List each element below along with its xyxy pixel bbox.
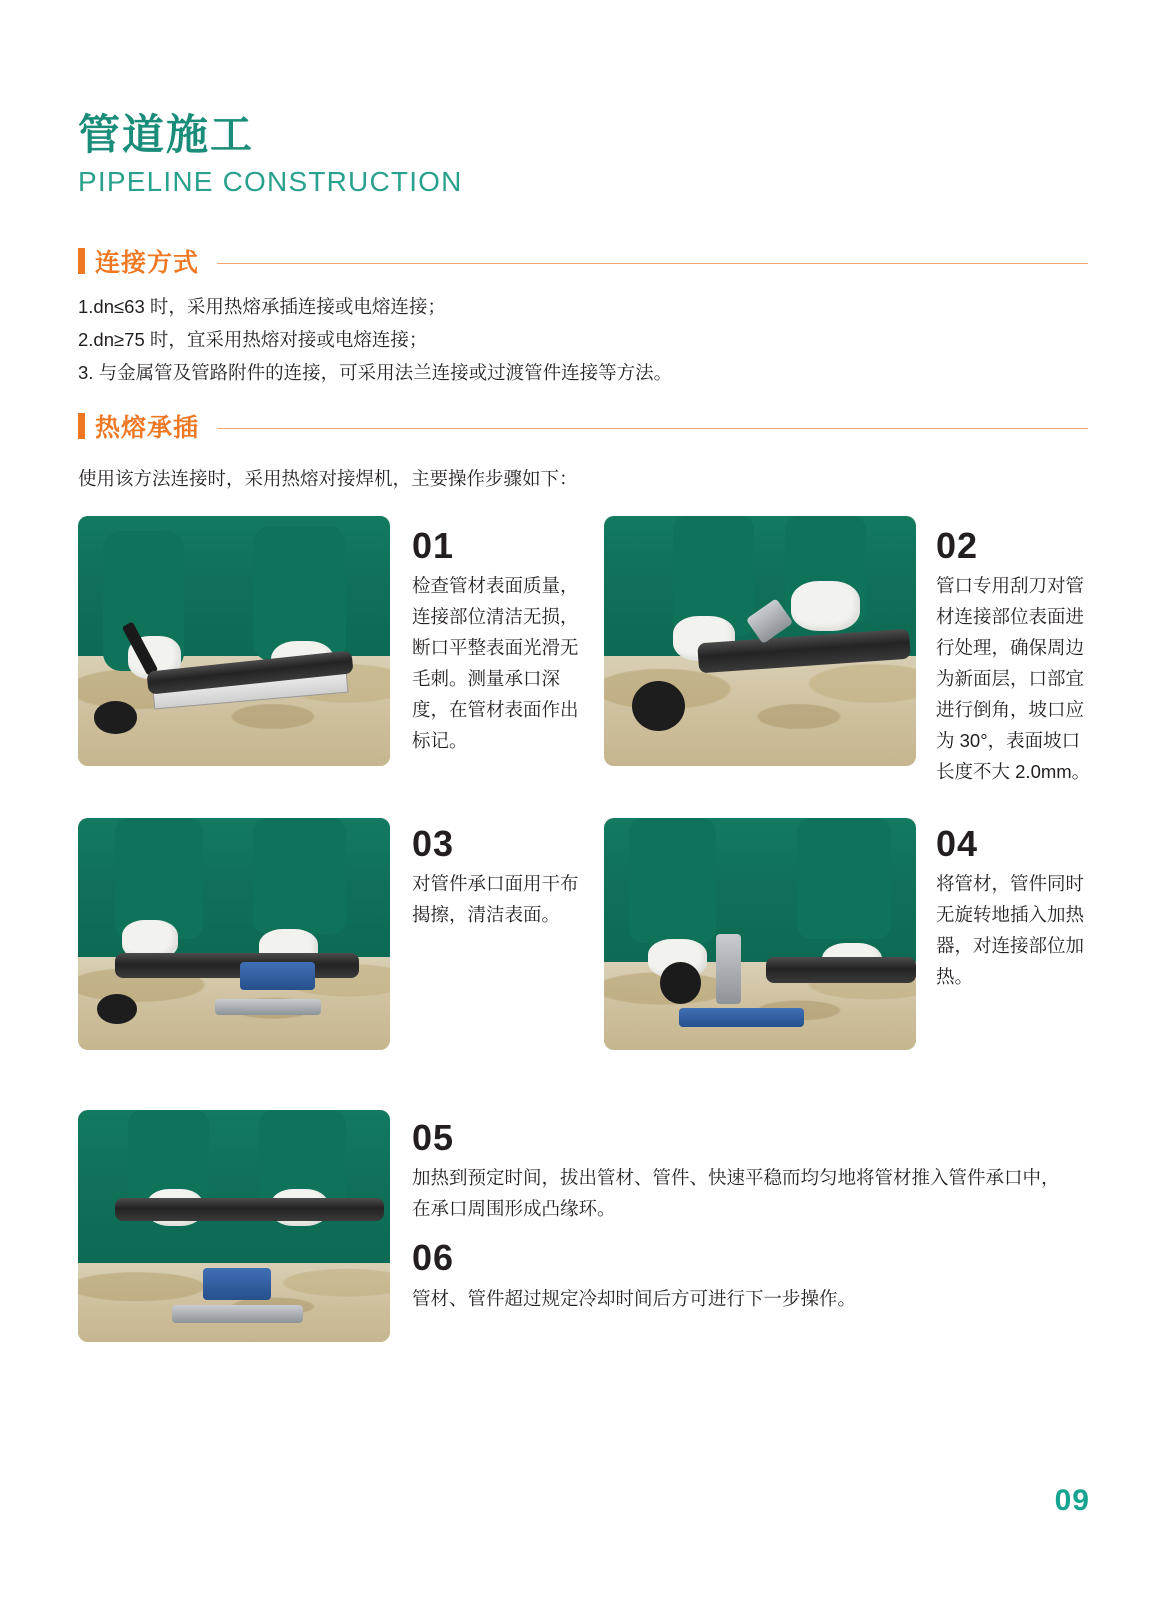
connection-method-line-2: 2.dn≥75 时，宜采用热熔对接或电熔连接； xyxy=(78,329,428,350)
step-photo-02 xyxy=(604,516,916,766)
photo-fitting-socket xyxy=(660,962,701,1004)
step-number-01: 01 xyxy=(412,525,455,566)
page-number: 09 xyxy=(1054,1484,1090,1517)
photo-pipe xyxy=(115,953,358,979)
divider-line xyxy=(217,428,1088,429)
photo-pipe xyxy=(115,1198,383,1221)
step-text-06: 管材、管件超过规定冷却时间后方可进行下一步操作。 xyxy=(412,1288,857,1309)
step-photo-04 xyxy=(604,818,916,1050)
section-heading-connection-method xyxy=(78,243,1088,279)
step-number-06: 06 xyxy=(412,1237,455,1278)
divider-line xyxy=(217,263,1088,264)
socket-fusion-intro xyxy=(78,462,1088,495)
photo-arm-right xyxy=(253,818,347,934)
step-photo-01 xyxy=(78,516,390,766)
section-title-text: 连接方式 xyxy=(95,249,200,277)
step-text-04: 将管材，管件同时无旋转地插入加热器，对连接部位加热。 xyxy=(936,873,1085,987)
photo-pipe-cap xyxy=(94,701,138,734)
page-header xyxy=(78,112,1078,198)
connection-method-line-1: 1.dn≤63 时，采用热熔承插连接或电熔连接； xyxy=(78,296,446,317)
page-title: 管道施工 xyxy=(78,111,255,158)
page-subtitle: PIPELINE CONSTRUCTION xyxy=(78,166,463,198)
photo-heater-plate xyxy=(716,934,741,1004)
section-title-text: 热熔承插 xyxy=(95,414,200,442)
step-photo-05 xyxy=(78,1110,390,1342)
step-number-02: 02 xyxy=(936,525,979,566)
step-number-03: 03 xyxy=(412,823,455,864)
photo-welding-machine xyxy=(240,962,315,990)
photo-machine-base xyxy=(172,1305,303,1324)
step-text-05: 加热到预定时间，拔出管材、管件、快速平稳而均匀地将管材推入管件承口中，在承口周围形成凸缘环。 xyxy=(412,1167,1060,1219)
section-heading-socket-fusion xyxy=(78,408,1088,444)
photo-pipe xyxy=(766,957,916,983)
photo-machine-base xyxy=(679,1008,804,1027)
photo-pipe-cap xyxy=(632,681,685,731)
step-text-02: 管口专用刮刀对管材连接部位表面进行处理，确保周边为新面层，口部宜进行倒角，坡口应为 30°，表面坡口长度不大 2.0mm。 xyxy=(936,575,1091,782)
accent-bar-icon xyxy=(78,413,85,439)
step-text-03: 对管件承口面用干布揭擦，清洁表面。 xyxy=(412,873,579,925)
step-number-05: 05 xyxy=(412,1117,455,1158)
photo-machine-base xyxy=(215,999,321,1015)
accent-bar-icon xyxy=(78,248,85,274)
photo-arm-right xyxy=(797,818,891,939)
photo-arm-left xyxy=(629,818,716,943)
socket-fusion-intro-text: 使用该方法连接时，采用热熔对接焊机，主要操作步骤如下： xyxy=(78,468,578,489)
step-photo-03 xyxy=(78,818,390,1050)
step-text-01: 检查管材表面质量，连接部位清洁无损，断口平整表面光滑无毛刺。测量承口深度，在管材表面作出标记。 xyxy=(412,575,579,751)
connection-method-line-3: 3. 与金属管及管路附件的连接，可采用法兰连接或过渡管件连接等方法。 xyxy=(78,362,673,383)
connection-method-list xyxy=(78,290,1088,389)
photo-glove-right xyxy=(791,581,860,631)
photo-welding-machine xyxy=(203,1268,272,1300)
step-number-04: 04 xyxy=(936,823,979,864)
